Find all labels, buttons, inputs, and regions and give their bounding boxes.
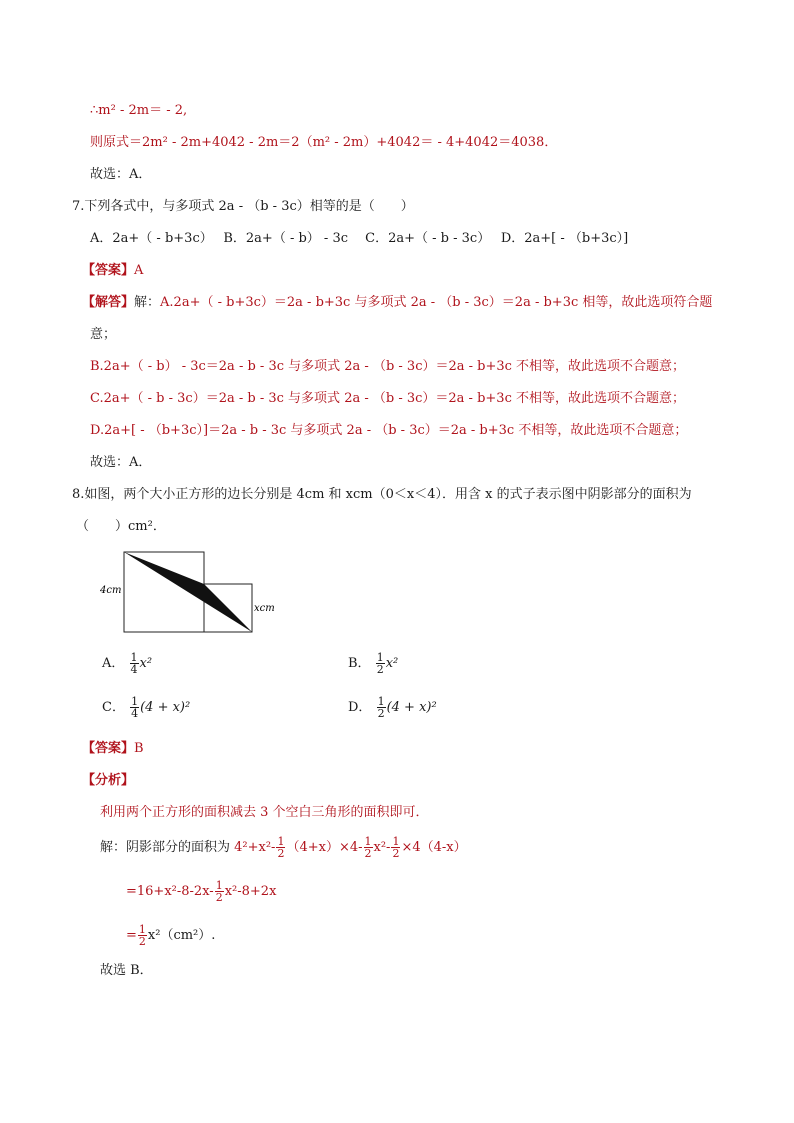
sol-l1-start: 解：阴影部分的面积为 [100, 840, 235, 855]
option-c-fraction [130, 696, 139, 719]
q7-final: 故选：A． [90, 455, 152, 470]
frac-den: 2 [215, 891, 223, 904]
label-xcm: xcm [254, 603, 275, 614]
option-a-num: 1 [130, 651, 138, 664]
formula-line-2 [90, 134, 557, 152]
option-d-label: D． [348, 700, 372, 715]
option-b-expr: x² [385, 656, 399, 671]
option-a-label: A． [102, 656, 125, 671]
frac-num: 1 [277, 835, 285, 848]
q8-answer [82, 740, 144, 758]
frac-den: 2 [364, 847, 372, 860]
sol-l1-frac-3 [391, 836, 400, 859]
option-d-num: 1 [377, 695, 385, 708]
q8-question-line-1: 8.如图，两个大小正方形的边长分别是 4cm 和 xcm（0＜x＜4）．用含 x 的式子表示图中阴影部分的面积为 [72, 487, 692, 502]
formula-line-1: ∴m² - 2m＝ - 2, [90, 103, 188, 118]
frac-den: 2 [392, 847, 400, 860]
q8-answer-value: B [134, 741, 144, 756]
q7-analysis-a-text: A.2a+（ - b+3c）＝2a - b+3c 与多项式 2a - （b - 3c）＝2a - b+3c 相等，故此选项符合题 [160, 295, 713, 310]
frac-num: 1 [364, 835, 372, 848]
sol-l2-frac [215, 880, 224, 903]
option-a-expr: x² [139, 656, 153, 671]
sol-l1-frac-2 [364, 836, 373, 859]
option-c-num: 1 [131, 695, 139, 708]
option-c-label: C． [102, 700, 125, 715]
q8-solution-line-3 [126, 924, 215, 947]
q8-answer-tag: 【答案】 [82, 741, 135, 756]
q7-analysis-d: D.2a+[ - （b+3c）]＝2a - b - 3c 与多项式 2a - （b - 3c）＝2a - b+3c 不相等，故此选项不合题意； [90, 423, 688, 438]
q7-answer [82, 262, 143, 280]
sol-l2-b: x²-8+2x [224, 884, 277, 899]
option-d-den: 2 [377, 707, 385, 720]
option-d-expr: (4 + x)² [386, 700, 437, 715]
q7-answer-tag: 【答案】 [82, 263, 135, 278]
q8-question-line-2: （ ）cm²． [76, 519, 166, 534]
q7-analysis-a-cont: 意； [90, 327, 117, 342]
frac-den: 2 [138, 935, 146, 948]
option-c-expr: (4 + x)² [140, 700, 191, 715]
sol-l3-frac [138, 924, 147, 947]
option-b-fraction [376, 652, 385, 675]
frac-num: 1 [392, 835, 400, 848]
choice-line-top: 故选：A． [90, 167, 152, 182]
frac-num: 1 [138, 923, 146, 936]
sol-l1-a: 4²+x²- [234, 840, 276, 855]
option-b-label: B． [348, 656, 371, 671]
q7-question: 7.下列各式中，与多项式 2a - （b - 3c）相等的是（ ） [72, 199, 414, 214]
frac-den: 2 [277, 847, 285, 860]
sol-l1-frac-1 [276, 836, 285, 859]
q7-analysis-a-prefix: 解： [134, 295, 161, 310]
q8-analysis-tag: 【分析】 [82, 773, 135, 788]
q8-option-b [348, 652, 398, 675]
option-a-den: 4 [130, 663, 138, 676]
shaded-region [124, 552, 252, 632]
q7-analysis-b: B.2a+（ - b） - 3c＝2a - b - 3c 与多项式 2a - （b - 3c）＝2a - b+3c 不相等，故此选项不合题意； [90, 359, 686, 374]
option-b-num: 1 [376, 651, 384, 664]
frac-num: 1 [215, 879, 223, 892]
q8-final: 故选 B． [100, 963, 153, 978]
sol-l1-c: x²- [373, 840, 391, 855]
sol-l1-d: ×4（4-x） [401, 840, 467, 855]
q8-option-d [348, 696, 437, 719]
q7-answer-value: A [134, 263, 144, 278]
option-b-den: 2 [376, 663, 384, 676]
sol-l2-a: =16+x²-8-2x- [126, 884, 214, 899]
formula-line-2-text: 则原式＝2m² - 2m+4042 - 2m＝2（m² - 2m）+4042＝ - 4+4042＝4038． [90, 135, 558, 150]
q8-option-a [102, 652, 152, 675]
sol-l3-b: x²（cm²）. [147, 928, 216, 943]
option-d-fraction [377, 696, 386, 719]
option-c-den: 4 [131, 707, 139, 720]
q8-solution-line-1 [100, 836, 467, 859]
sol-l3-a: = [126, 928, 137, 943]
q8-option-c [102, 696, 190, 719]
q7-analysis-tag: 【解答】 [82, 295, 135, 310]
q8-solution-line-2 [126, 880, 276, 903]
sol-l1-b: （4+x）×4- [286, 840, 363, 855]
q7-analysis-a [82, 294, 712, 312]
q8-method: 利用两个正方形的面积减去 3 个空白三角形的面积即可． [100, 805, 429, 820]
squares-figure [94, 548, 294, 648]
q7-options: A．2a+（ - b+3c） B．2a+（ - b） - 3c C．2a+（ - b - 3c） D．2a+[ - （b+3c）] [90, 231, 629, 246]
option-a-fraction [130, 652, 139, 675]
label-4cm: 4cm [100, 585, 122, 596]
q7-analysis-c: C.2a+（ - b - 3c）＝2a - b - 3c 与多项式 2a - （b - 3c）＝2a - b+3c 不相等，故此选项不合题意； [90, 391, 685, 406]
